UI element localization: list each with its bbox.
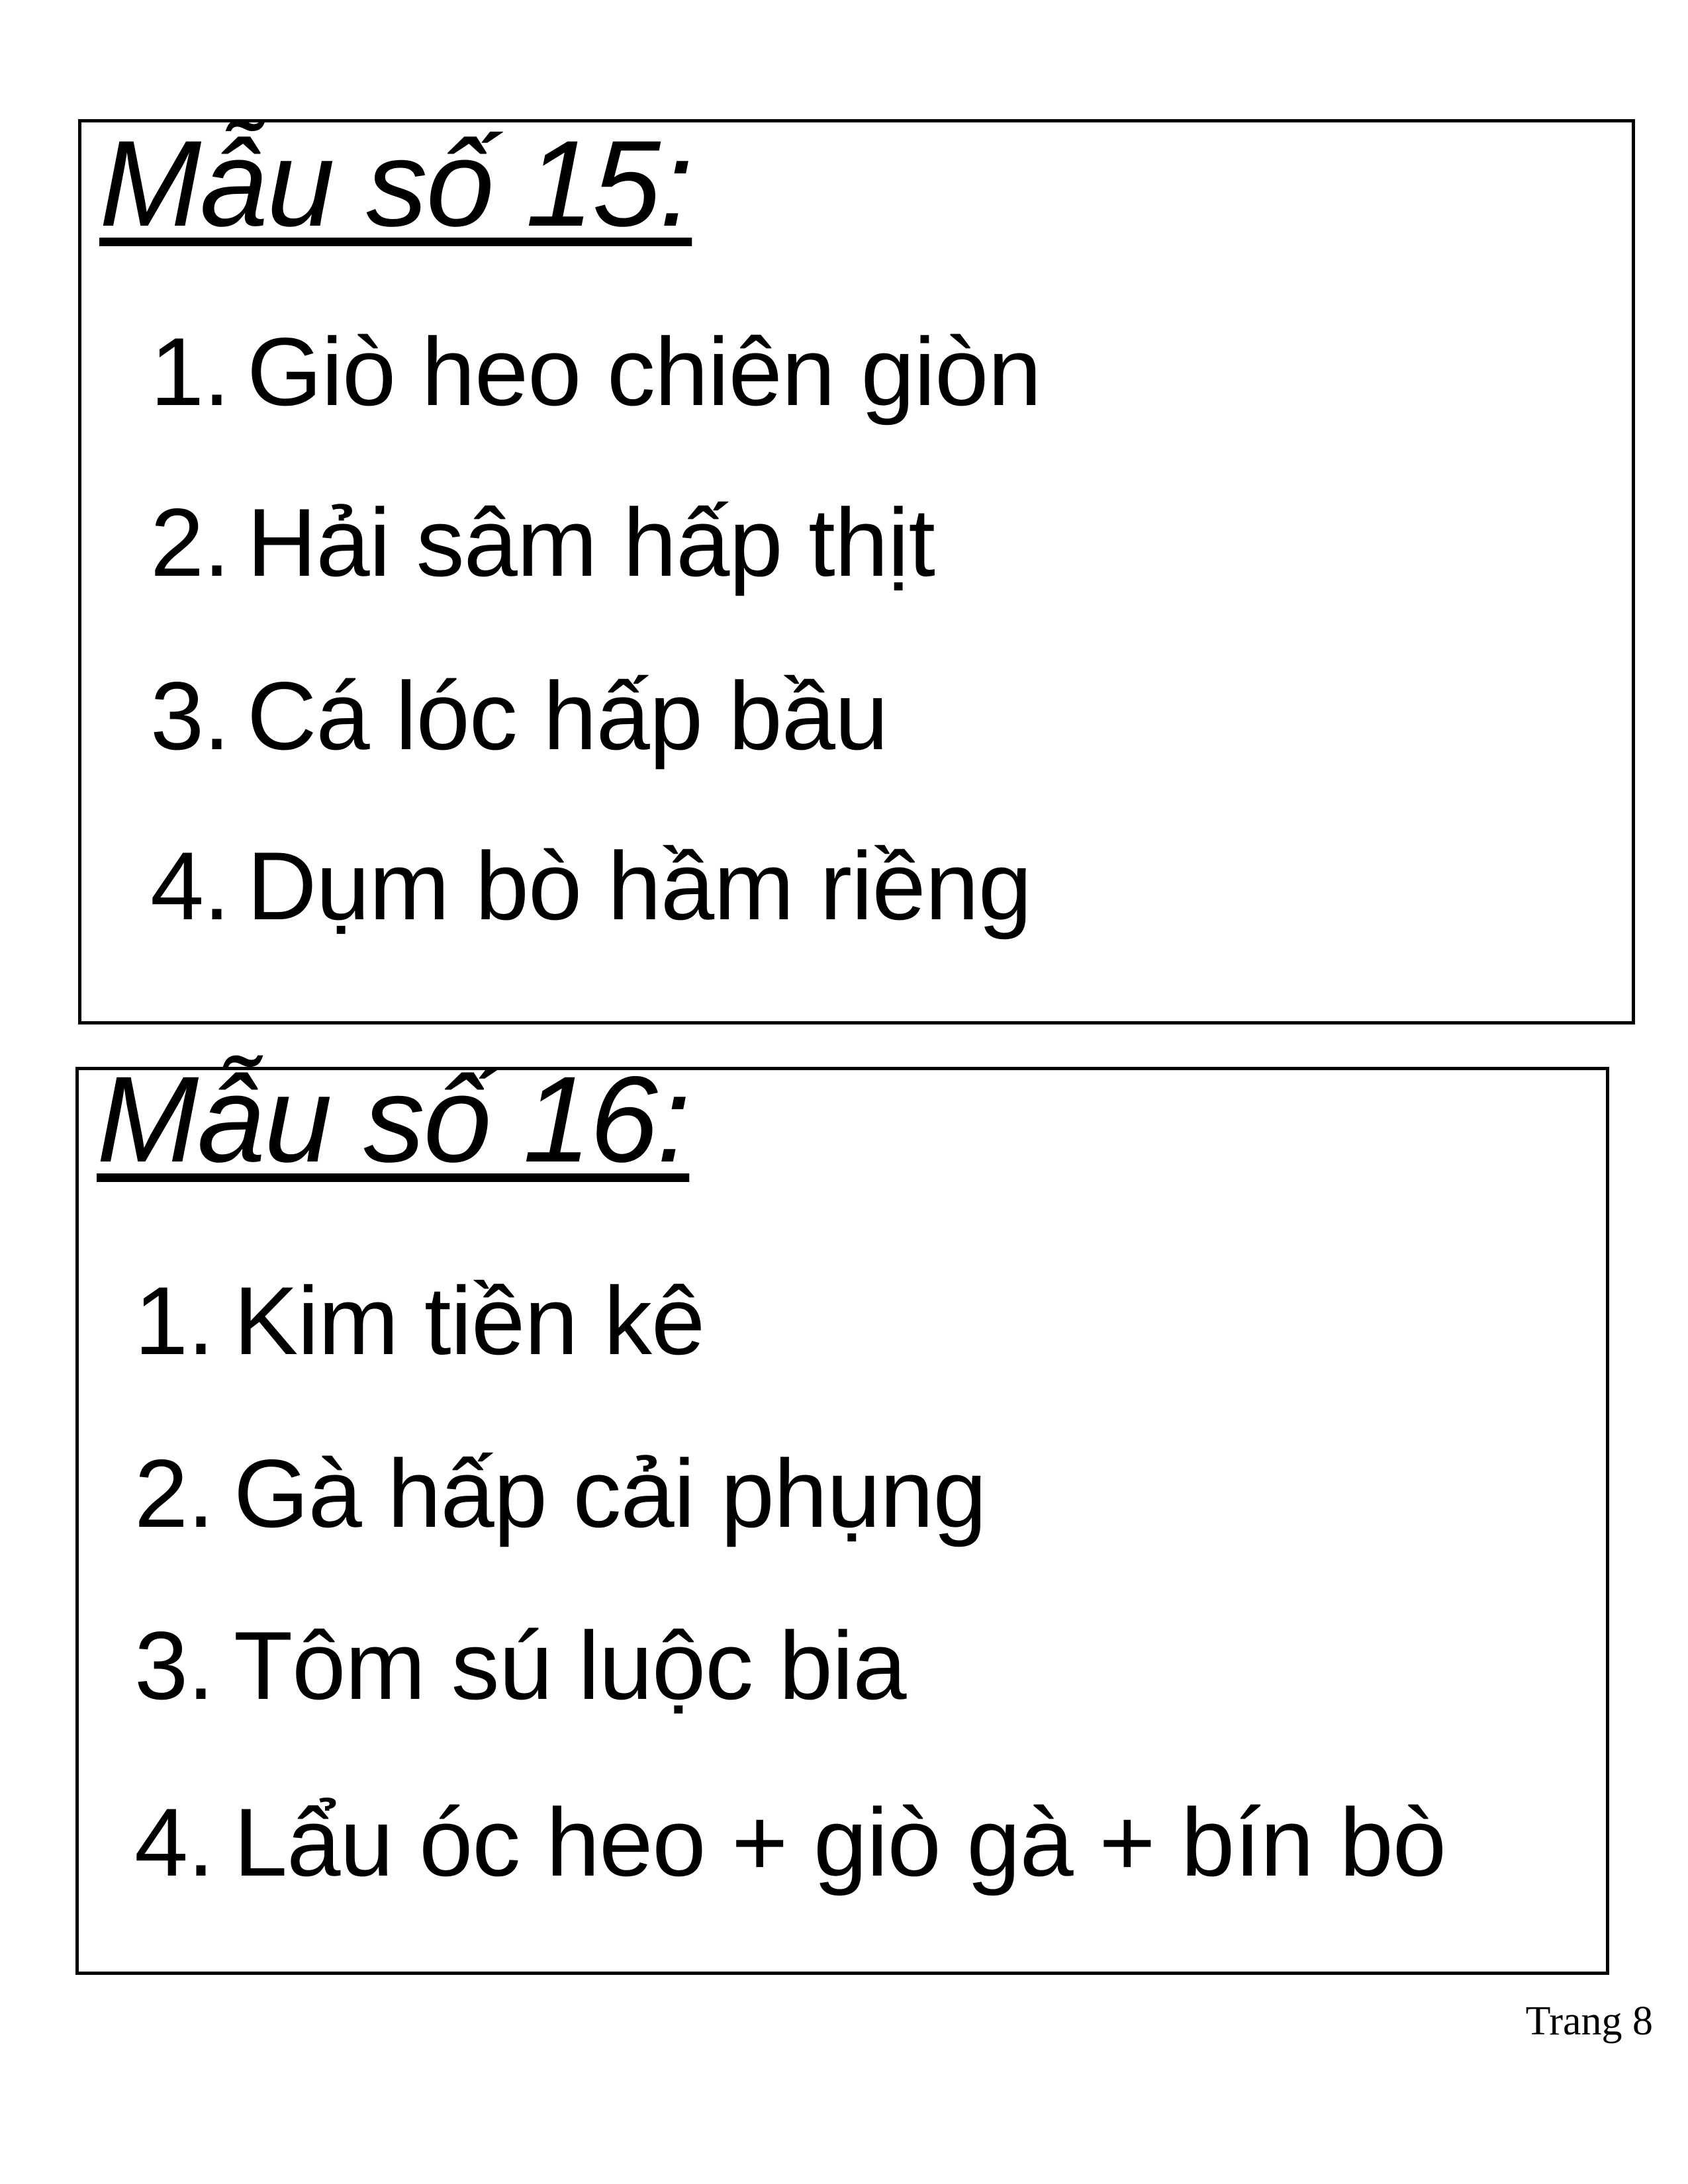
menu-item	[150, 662, 888, 770]
item-number: 1.	[134, 1267, 214, 1375]
item-number: 4.	[134, 1788, 214, 1896]
item-number: 2.	[150, 488, 230, 596]
item-text: Giò heo chiên giòn	[247, 318, 1041, 426]
menu-item	[150, 318, 1041, 426]
menu-item	[150, 488, 935, 596]
menu-item	[150, 832, 1032, 940]
item-number: 3.	[150, 662, 230, 770]
item-text: Hải sâm hấp thịt	[247, 488, 935, 596]
section-title-16: Mẫu số 16:	[97, 1052, 690, 1188]
item-text: Cá lóc hấp bầu	[247, 662, 888, 770]
item-text: Lẩu óc heo + giò gà + bín bò	[234, 1788, 1446, 1896]
menu-item	[134, 1439, 986, 1547]
item-text: Gà hấp cải phụng	[234, 1439, 986, 1547]
section-title-15: Mẫu số 15:	[99, 116, 692, 252]
item-text: Kim tiền kê	[234, 1267, 705, 1375]
item-text: Dụm bò hầm riềng	[247, 832, 1032, 940]
menu-item	[134, 1267, 705, 1375]
menu-item	[134, 1612, 906, 1719]
menu-item	[134, 1788, 1446, 1896]
item-number: 1.	[150, 318, 230, 426]
item-number: 3.	[134, 1612, 214, 1719]
item-number: 4.	[150, 832, 230, 940]
item-number: 2.	[134, 1439, 214, 1547]
item-text: Tôm sú luộc bia	[234, 1612, 906, 1719]
page-number: Trang 8	[1525, 1999, 1653, 2044]
